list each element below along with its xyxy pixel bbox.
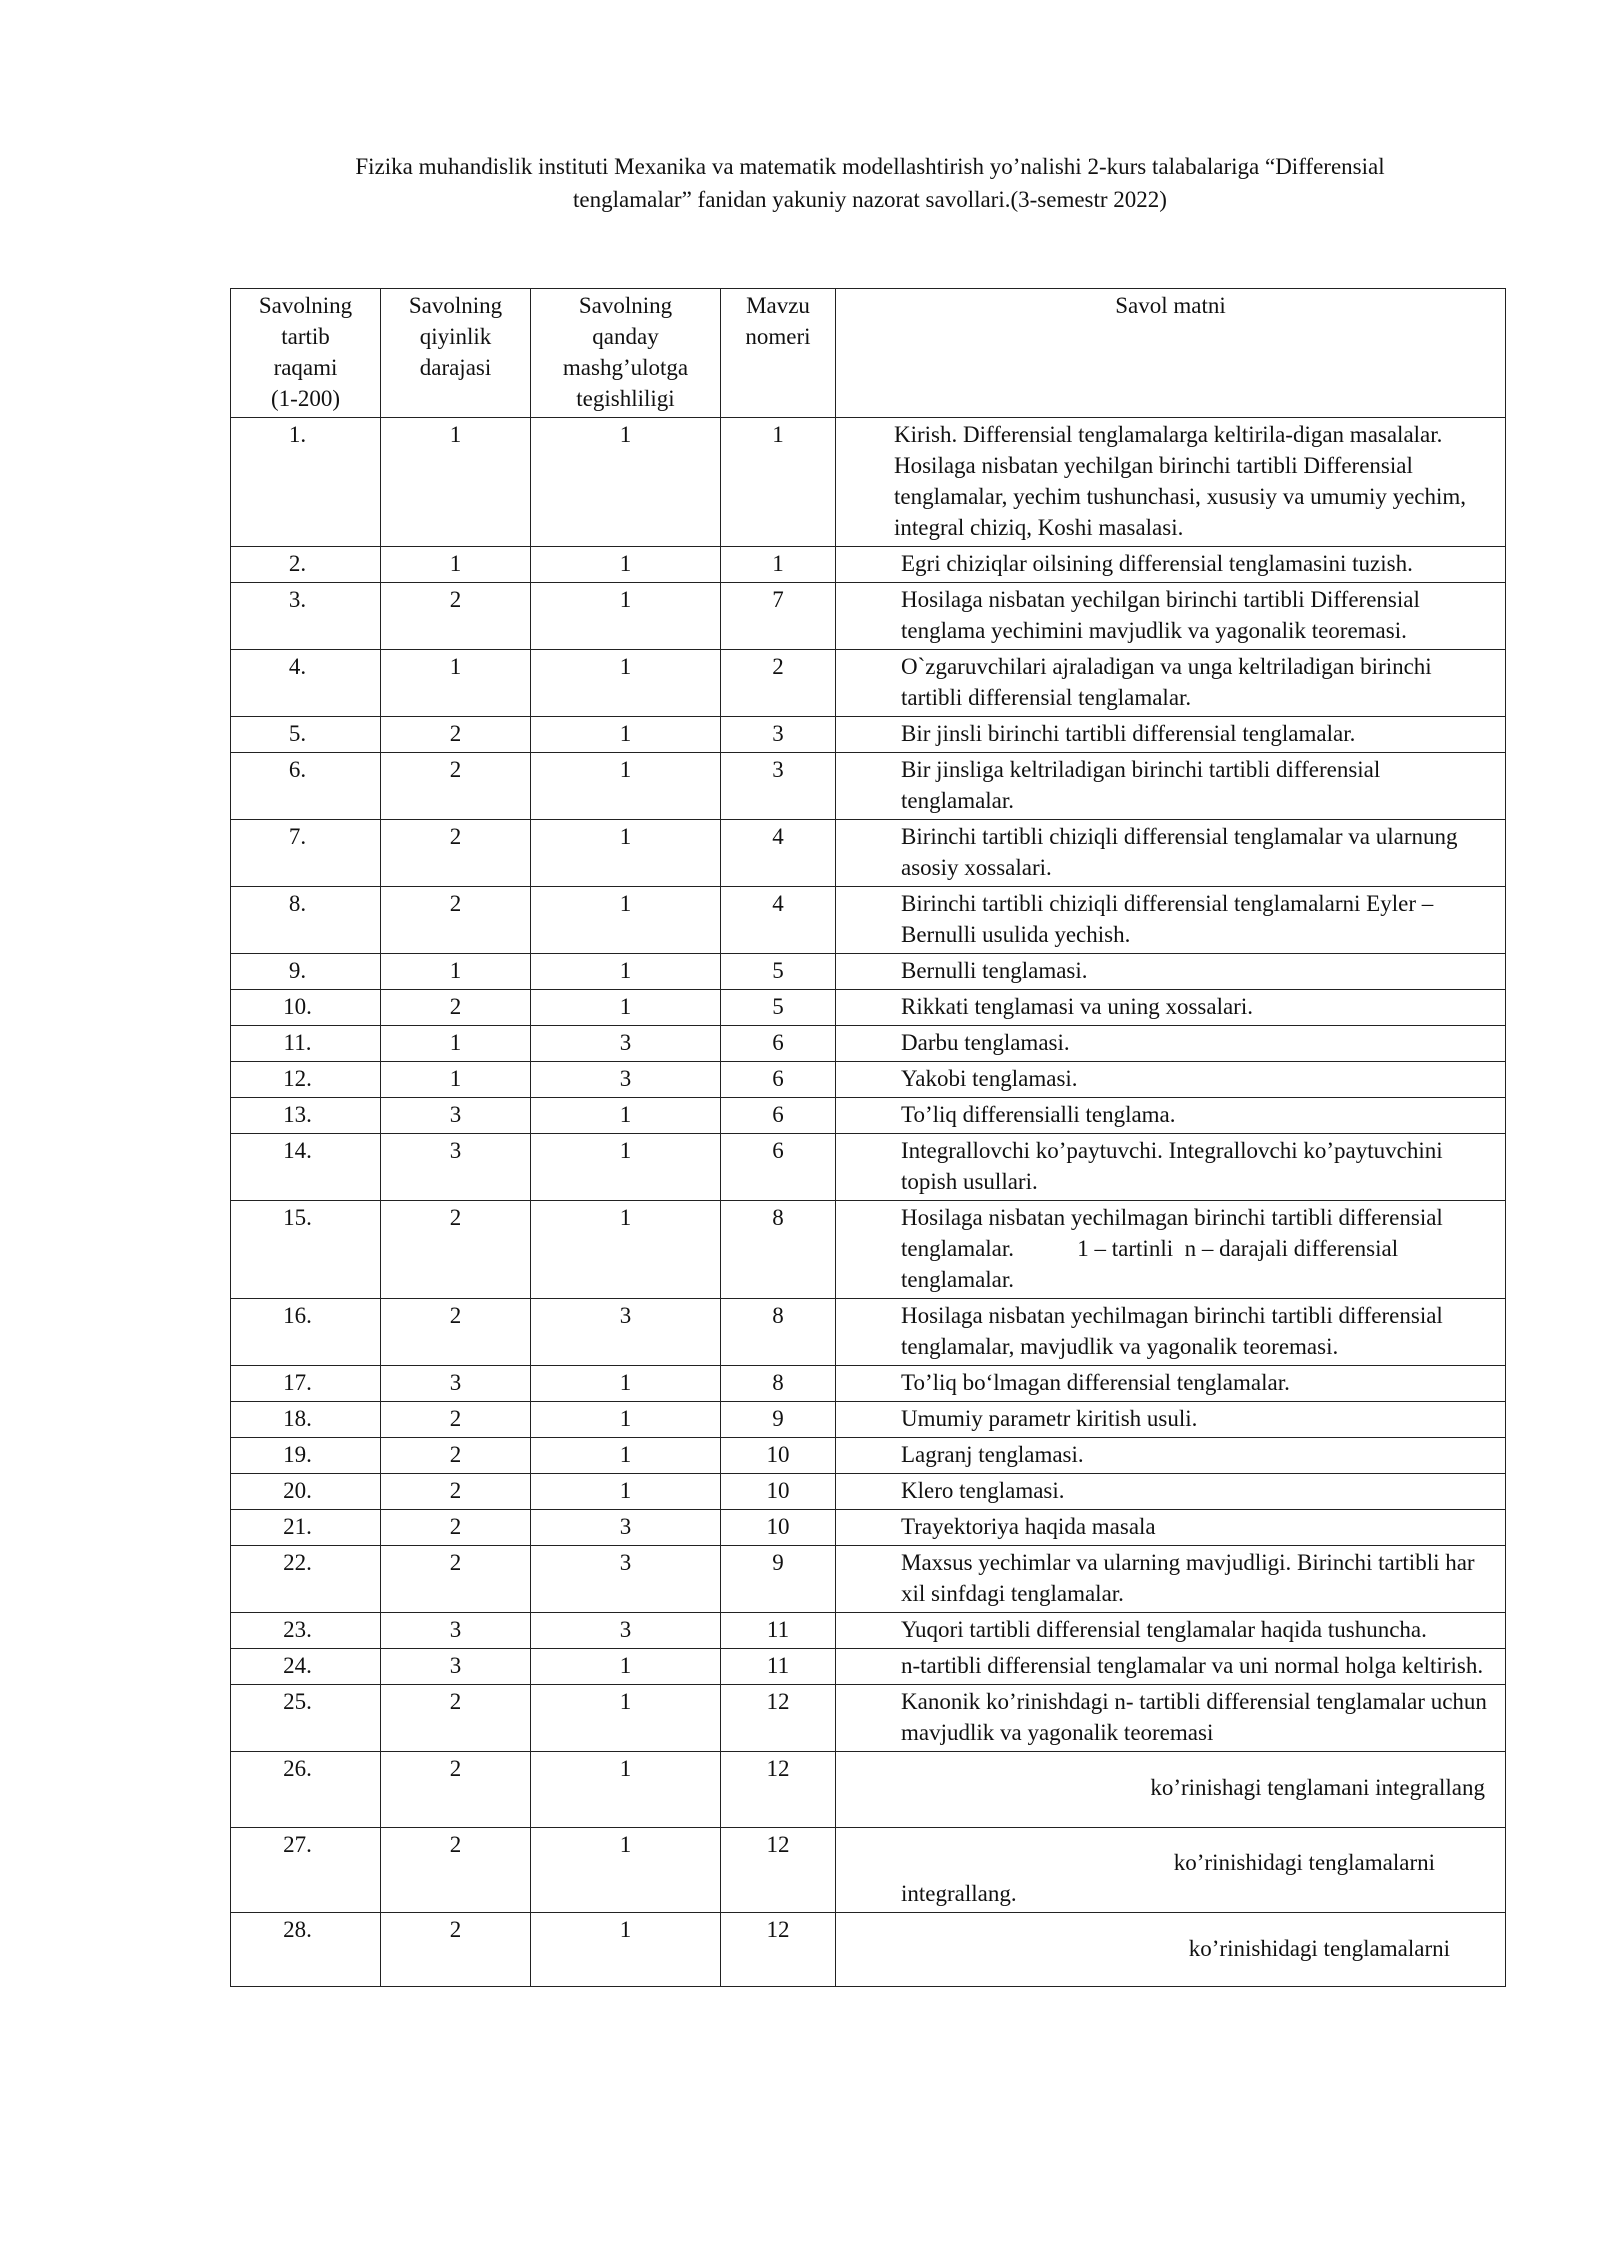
difficulty-level: 2	[381, 1438, 531, 1474]
question-number: 10.	[231, 990, 381, 1026]
question-number: 19.	[231, 1438, 381, 1474]
question-number: 11.	[231, 1026, 381, 1062]
question-number: 14.	[231, 1134, 381, 1201]
difficulty-level: 2	[381, 753, 531, 820]
header-label-line: Mavzu	[746, 293, 810, 318]
question-text-line: ko’rinishidagi tenglamalarni	[1173, 1850, 1435, 1875]
table-row	[231, 1649, 1506, 1685]
difficulty-level: 2	[381, 1474, 531, 1510]
session-type: 3	[531, 1026, 721, 1062]
topic-number: 6	[721, 1026, 836, 1062]
topic-number: 7	[721, 583, 836, 650]
session-type: 3	[531, 1546, 721, 1613]
difficulty-level: 2	[381, 1828, 531, 1913]
session-type: 1	[531, 753, 721, 820]
topic-number: 12	[721, 1828, 836, 1913]
difficulty-level: 2	[381, 1402, 531, 1438]
session-type: 1	[531, 1402, 721, 1438]
topic-number: 10	[721, 1474, 836, 1510]
difficulty-level: 1	[381, 650, 531, 717]
session-type: 1	[531, 583, 721, 650]
session-type: 3	[531, 1299, 721, 1366]
session-type: 1	[531, 990, 721, 1026]
questions-table	[230, 288, 1506, 1987]
difficulty-level: 2	[381, 1510, 531, 1546]
question-text: Rikkati tenglamasi va uning xossalari.	[836, 990, 1506, 1026]
session-type: 1	[531, 1752, 721, 1828]
session-type: 1	[531, 1438, 721, 1474]
header-label-line: Savolning	[578, 293, 673, 318]
question-number: 13.	[231, 1098, 381, 1134]
topic-number: 11	[721, 1613, 836, 1649]
session-type: 1	[531, 1201, 721, 1299]
question-number: 21.	[231, 1510, 381, 1546]
table-row	[231, 1546, 1506, 1613]
session-type: 1	[531, 1913, 721, 1987]
difficulty-level: 2	[381, 990, 531, 1026]
document-title	[220, 150, 1520, 216]
header-label-line: mashg’ulotga	[562, 355, 689, 380]
difficulty-level: 2	[381, 1201, 531, 1299]
question-text: Klero tenglamasi.	[836, 1474, 1506, 1510]
question-number: 22.	[231, 1546, 381, 1613]
topic-number: 5	[721, 954, 836, 990]
table-row	[231, 1752, 1506, 1828]
question-text: Hosilaga nisbatan yechilmagan birinchi tartibli differensial tenglamalar, mavjudlik va yagonalik teoremasi.	[836, 1299, 1506, 1366]
topic-number: 4	[721, 820, 836, 887]
table-row	[231, 1474, 1506, 1510]
question-text: Yuqori tartibli differensial tenglamalar haqida tushuncha.	[836, 1613, 1506, 1649]
question-number: 6.	[231, 753, 381, 820]
difficulty-level: 1	[381, 1026, 531, 1062]
question-text: Integrallovchi ko’paytuvchi. Integrallovchi ko’paytuvchini topish usullari.	[836, 1134, 1506, 1201]
table-row	[231, 1685, 1506, 1752]
question-text: Birinchi tartibli chiziqli differensial tenglamalar va ularnung asosiy xossalari.	[836, 820, 1506, 887]
table-row	[231, 1098, 1506, 1134]
question-text: Egri chiziqlar oilsining differensial tenglamasini tuzish.	[836, 547, 1506, 583]
topic-number: 12	[721, 1752, 836, 1828]
difficulty-level: 2	[381, 1752, 531, 1828]
question-text: To’liq boʻlmagan differensial tenglamalar.	[836, 1366, 1506, 1402]
question-number: 1.	[231, 418, 381, 547]
question-number: 8.	[231, 887, 381, 954]
question-number: 9.	[231, 954, 381, 990]
topic-number: 6	[721, 1134, 836, 1201]
question-number: 16.	[231, 1299, 381, 1366]
topic-number: 12	[721, 1685, 836, 1752]
difficulty-level: 2	[381, 820, 531, 887]
header-label-line: darajasi	[419, 355, 492, 380]
session-type: 1	[531, 1474, 721, 1510]
topic-number: 9	[721, 1546, 836, 1613]
question-text: Bir jinsli birinchi tartibli differensial tenglamalar.	[836, 717, 1506, 753]
question-text: Darbu tenglamasi.	[836, 1026, 1506, 1062]
header-label-line: tartib	[281, 324, 330, 349]
title-line-2: tenglamalar” fanidan yakuniy nazorat savollari.(3-semestr 2022)	[573, 187, 1167, 212]
difficulty-level: 3	[381, 1098, 531, 1134]
difficulty-level: 1	[381, 954, 531, 990]
difficulty-level: 2	[381, 717, 531, 753]
session-type: 1	[531, 954, 721, 990]
session-type: 3	[531, 1062, 721, 1098]
difficulty-level: 2	[381, 1685, 531, 1752]
topic-number: 9	[721, 1402, 836, 1438]
table-row	[231, 717, 1506, 753]
question-text: Yakobi tenglamasi.	[836, 1062, 1506, 1098]
topic-number: 8	[721, 1366, 836, 1402]
topic-number: 12	[721, 1913, 836, 1987]
difficulty-level: 3	[381, 1649, 531, 1685]
question-number: 12.	[231, 1062, 381, 1098]
session-type: 1	[531, 1366, 721, 1402]
table-row	[231, 1026, 1506, 1062]
question-text-line: integrallang.	[901, 1881, 1017, 1906]
topic-number: 3	[721, 753, 836, 820]
question-number: 15.	[231, 1201, 381, 1299]
table-row	[231, 1828, 1506, 1913]
question-text: Hosilaga nisbatan yechilmagan birinchi tartibli differensial tenglamalar. 1 – tartinli n – darajali differensial tenglamalar.	[836, 1201, 1506, 1299]
table-row	[231, 1299, 1506, 1366]
question-number: 4.	[231, 650, 381, 717]
topic-number: 10	[721, 1438, 836, 1474]
question-number: 27.	[231, 1828, 381, 1913]
table-header-row	[231, 289, 1506, 418]
question-text: ko’rinishidagi tenglamalarni	[836, 1913, 1506, 1987]
difficulty-level: 1	[381, 1062, 531, 1098]
question-text: Kirish. Differensial tenglamalarga keltirila-digan masalalar. Hosilaga nisbatan yechilgan birinchi tartibli Differensial tenglamalar, yechim tushunchasi, xususiy va umumiy yechim, integral chiziq, Koshi masalasi.	[836, 418, 1506, 547]
session-type: 1	[531, 418, 721, 547]
session-type: 1	[531, 650, 721, 717]
table-row	[231, 583, 1506, 650]
header-label-line: qiyinlik	[419, 324, 492, 349]
header-label-line: tegishliligi	[576, 386, 675, 411]
question-text: Kanonik ko’rinishdagi n- tartibli differensial tenglamalar uchun mavjudlik va yagonalik teoremasi	[836, 1685, 1506, 1752]
session-type: 1	[531, 547, 721, 583]
table-row	[231, 418, 1506, 547]
topic-number: 2	[721, 650, 836, 717]
topic-number: 8	[721, 1201, 836, 1299]
table-row	[231, 1913, 1506, 1987]
difficulty-level: 2	[381, 583, 531, 650]
table-row	[231, 954, 1506, 990]
difficulty-level: 2	[381, 1299, 531, 1366]
question-text	[836, 1828, 1506, 1913]
table-row	[231, 1134, 1506, 1201]
topic-number: 1	[721, 418, 836, 547]
header-question-number	[231, 289, 381, 418]
session-type: 1	[531, 1098, 721, 1134]
question-number: 18.	[231, 1402, 381, 1438]
question-number: 26.	[231, 1752, 381, 1828]
difficulty-level: 2	[381, 1913, 531, 1987]
question-text: Lagranj tenglamasi.	[836, 1438, 1506, 1474]
table-row	[231, 1062, 1506, 1098]
topic-number: 5	[721, 990, 836, 1026]
session-type: 1	[531, 1134, 721, 1201]
header-session-type	[531, 289, 721, 418]
header-label-line: qanday	[592, 324, 659, 349]
session-type: 1	[531, 1685, 721, 1752]
question-text: ko’rinishagi tenglamani integrallang	[836, 1752, 1506, 1828]
question-number: 7.	[231, 820, 381, 887]
question-text: Hosilaga nisbatan yechilgan birinchi tartibli Differensial tenglama yechimini mavjudlik va yagonalik teoremasi.	[836, 583, 1506, 650]
table-row	[231, 1438, 1506, 1474]
header-label-line: raqami	[273, 355, 338, 380]
question-number: 17.	[231, 1366, 381, 1402]
difficulty-level: 1	[381, 418, 531, 547]
table-row	[231, 1613, 1506, 1649]
topic-number: 11	[721, 1649, 836, 1685]
topic-number: 4	[721, 887, 836, 954]
session-type: 3	[531, 1613, 721, 1649]
table-row	[231, 753, 1506, 820]
question-text: Trayektoriya haqida masala	[836, 1510, 1506, 1546]
difficulty-level: 3	[381, 1366, 531, 1402]
table-row	[231, 1366, 1506, 1402]
question-number: 2.	[231, 547, 381, 583]
topic-number: 10	[721, 1510, 836, 1546]
session-type: 1	[531, 1828, 721, 1913]
header-label-line: nomeri	[745, 324, 811, 349]
question-number: 5.	[231, 717, 381, 753]
question-number: 23.	[231, 1613, 381, 1649]
topic-number: 8	[721, 1299, 836, 1366]
topic-number: 3	[721, 717, 836, 753]
difficulty-level: 3	[381, 1134, 531, 1201]
topic-number: 1	[721, 547, 836, 583]
session-type: 1	[531, 1649, 721, 1685]
question-number: 3.	[231, 583, 381, 650]
question-text: O`zgaruvchilari ajraladigan va unga keltriladigan birinchi tartibli differensial tenglamalar.	[836, 650, 1506, 717]
table-row	[231, 1201, 1506, 1299]
difficulty-level: 3	[381, 1613, 531, 1649]
table-row	[231, 820, 1506, 887]
question-text: n-tartibli differensial tenglamalar va uni normal holga keltirish.	[836, 1649, 1506, 1685]
header-label-line: Savolning	[258, 293, 353, 318]
header-label-line: Savolning	[408, 293, 503, 318]
question-number: 24.	[231, 1649, 381, 1685]
table-row	[231, 650, 1506, 717]
topic-number: 6	[721, 1062, 836, 1098]
question-text: Birinchi tartibli chiziqli differensial tenglamalarni Eyler – Bernulli usulida yechish.	[836, 887, 1506, 954]
session-type: 1	[531, 820, 721, 887]
header-label-line: (1-200)	[271, 386, 340, 411]
question-text: Bir jinsliga keltriladigan birinchi tartibli differensial tenglamalar.	[836, 753, 1506, 820]
table-row	[231, 1402, 1506, 1438]
header-topic-number	[721, 289, 836, 418]
difficulty-level: 1	[381, 547, 531, 583]
header-label-line: Savol matni	[1115, 293, 1226, 318]
question-text: Umumiy parametr kiritish usuli.	[836, 1402, 1506, 1438]
question-number: 20.	[231, 1474, 381, 1510]
table-row	[231, 1510, 1506, 1546]
table-row	[231, 547, 1506, 583]
question-text: Maxsus yechimlar va ularning mavjudligi. Birinchi tartibli har xil sinfdagi tenglamalar.	[836, 1546, 1506, 1613]
difficulty-level: 2	[381, 1546, 531, 1613]
session-type: 1	[531, 887, 721, 954]
table-row	[231, 990, 1506, 1026]
question-number: 28.	[231, 1913, 381, 1987]
question-text: Bernulli tenglamasi.	[836, 954, 1506, 990]
header-question-text	[836, 289, 1506, 418]
question-number: 25.	[231, 1685, 381, 1752]
session-type: 3	[531, 1510, 721, 1546]
difficulty-level: 2	[381, 887, 531, 954]
session-type: 1	[531, 717, 721, 753]
question-text: To’liq differensialli tenglama.	[836, 1098, 1506, 1134]
table-row	[231, 887, 1506, 954]
title-line-1: Fizika muhandislik instituti Mexanika va matematik modellashtirish yo’nalishi 2-kurs talabalariga “Differensial	[355, 154, 1385, 179]
header-difficulty	[381, 289, 531, 418]
topic-number: 6	[721, 1098, 836, 1134]
